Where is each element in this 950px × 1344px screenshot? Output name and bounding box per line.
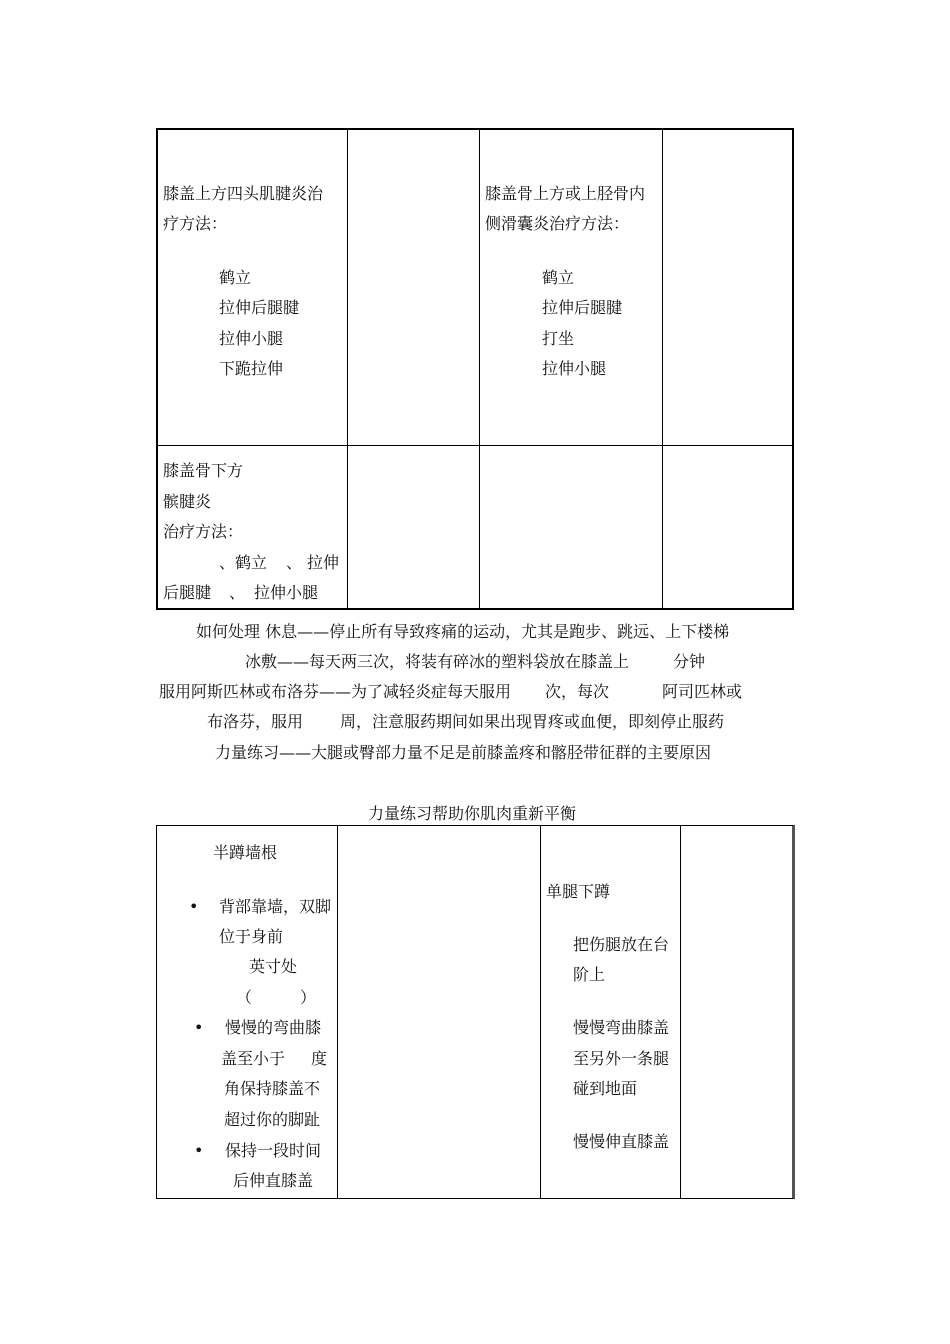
- how-to-line1: 如何处理 休息——停止所有导致疼痛的运动，尤其是跑步、跳远、上下楼梯: [196, 622, 730, 641]
- how-to-line5: 力量练习——大腿或臀部力量不足是前膝盖疼和髂胫带征群的主要原因: [215, 743, 712, 762]
- single-leg-step1-line1: 把伤腿放在台: [573, 935, 670, 954]
- how-to-line2: 冰敷——每天两三次，将装有碎冰的塑料袋放在膝盖上: [245, 652, 630, 671]
- single-leg-step2-line3: 碰到地面: [573, 1079, 638, 1098]
- patellar-line3: 治疗方法：: [163, 522, 244, 541]
- list-item: 拉伸小腿: [542, 359, 607, 378]
- section-title: 力量练习帮助你肌肉重新平衡: [368, 804, 577, 823]
- patellar-item: 、鹤立: [219, 553, 268, 572]
- patellar-item: 拉伸: [307, 553, 340, 572]
- wall-squat-step1-line1: 背部靠墙，双脚: [219, 897, 332, 916]
- single-leg-squat-title: 单腿下蹲: [546, 882, 611, 901]
- wall-squat-step3-line2: 后伸直膝盖: [233, 1171, 314, 1190]
- wall-squat-step2-line4: 超过你的脚趾: [224, 1110, 321, 1129]
- table-divider: [662, 130, 663, 608]
- list-item: 鹤立: [542, 268, 575, 287]
- bullet: •: [194, 1018, 204, 1037]
- how-to-line3-drug: 阿司匹林或: [662, 682, 743, 701]
- list-item: 下跪拉伸: [219, 359, 284, 378]
- patellar-separator: 、: [229, 583, 246, 602]
- list-item: 打坐: [542, 329, 575, 348]
- table-divider: [479, 130, 480, 608]
- how-to-line2-unit: 分钟: [673, 652, 706, 671]
- patellar-item: 拉伸小腿: [254, 583, 319, 602]
- wall-squat-step1-line2: 位于身前: [219, 927, 284, 946]
- single-leg-step3-line1: 慢慢伸直膝盖: [573, 1132, 670, 1151]
- single-leg-step1-line2: 阶上: [573, 965, 606, 984]
- paren-open: （: [236, 988, 253, 1007]
- wall-squat-step1-line3: 英寸处: [249, 957, 298, 976]
- table-divider: [347, 130, 348, 608]
- list-item: 拉伸后腿腱: [542, 298, 623, 317]
- bursitis-title-line2: 侧滑囊炎治疗方法：: [485, 214, 630, 233]
- table-divider: [337, 826, 338, 1198]
- wall-squat-step2-unit: 度: [311, 1049, 328, 1068]
- quadriceps-title-line2: 疗方法：: [163, 214, 228, 233]
- wall-squat-step2-line1: 慢慢的弯曲膝: [225, 1018, 322, 1037]
- list-item: 拉伸小腿: [219, 329, 284, 348]
- table-divider: [540, 826, 541, 1198]
- paren-close: ）: [300, 988, 317, 1007]
- bursitis-title-line1: 膝盖骨上方或上胫骨内: [485, 184, 646, 203]
- bullet: •: [194, 1141, 204, 1160]
- quadriceps-title-line1: 膝盖上方四头肌腱炎治: [163, 184, 324, 203]
- patellar-line1: 膝盖骨下方: [163, 461, 244, 480]
- single-leg-step2-line2: 至另外一条腿: [573, 1049, 670, 1068]
- list-item: 拉伸后腿腱: [219, 298, 300, 317]
- patellar-line2: 髌腱炎: [163, 492, 212, 511]
- how-to-line3: 服用阿斯匹林或布洛芬——为了减轻炎症每天服用: [159, 682, 512, 701]
- single-leg-step2-line1: 慢慢弯曲膝盖: [573, 1018, 670, 1037]
- wall-squat-step2-line3: 角保持膝盖不: [224, 1079, 321, 1098]
- table-divider: [158, 445, 792, 446]
- how-to-line4: 布洛芬，服用: [207, 712, 304, 731]
- table-divider: [680, 826, 681, 1198]
- how-to-line4-rest: 周，注意服药期间如果出现胃疼或血便，即刻停止服药: [340, 712, 725, 731]
- wall-squat-step2-line2: 盖至小于: [221, 1049, 286, 1068]
- list-item: 鹤立: [219, 268, 252, 287]
- bullet: •: [189, 897, 199, 916]
- wall-squat-title: 半蹲墙根: [213, 843, 278, 862]
- patellar-item: 后腿腱: [163, 583, 212, 602]
- how-to-line3-dose: 次，每次: [545, 682, 610, 701]
- wall-squat-step3-line1: 保持一段时间: [225, 1141, 322, 1160]
- patellar-separator: 、: [286, 553, 303, 572]
